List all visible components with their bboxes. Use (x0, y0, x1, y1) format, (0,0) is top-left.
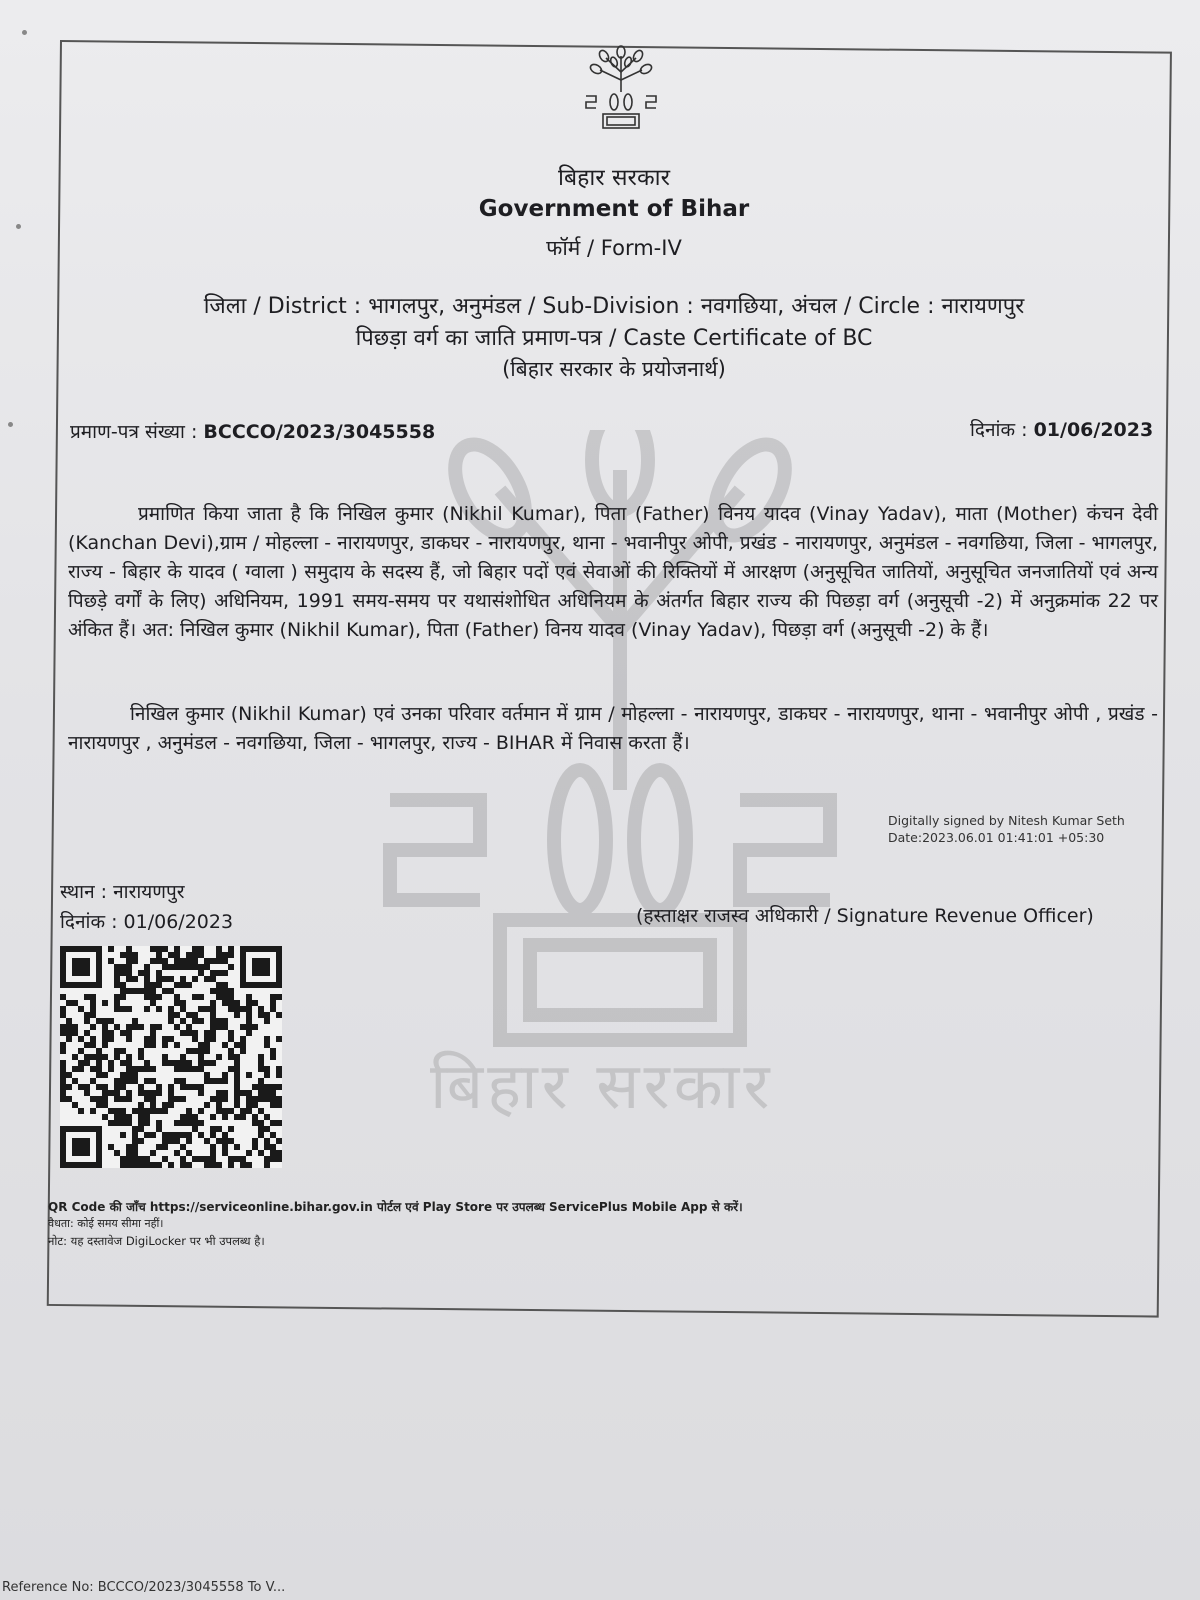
qr-verification-note: QR Code की जाँच https://serviceonline.bihar.gov.in पोर्टल एवं Play Store पर उपलब्ध ServicePlus Mobile App से करें। (48, 1200, 743, 1214)
digital-signature-line-2: Date:2023.06.01 01:41:01 +05:30 (888, 830, 1105, 845)
signature-label: (हस्ताक्षर राजस्व अधिकारी / Signature Revenue Officer) (636, 905, 1094, 927)
certificate-purpose: (बिहार सरकार के प्रयोजनार्थ) (502, 357, 726, 381)
form-number: फॉर्म / Form-IV (546, 236, 682, 260)
certificate-number-value: BCCCO/2023/3045558 (203, 421, 436, 443)
place-label: स्थान : नारायणपुर (60, 881, 185, 903)
govt-title-english: Government of Bihar (478, 196, 750, 222)
digital-signature-line-1: Digitally signed by Nitesh Kumar Seth (888, 813, 1125, 828)
punch-hole (22, 30, 27, 35)
validity-note: वैधता: कोई समय सीमा नहीं। (48, 1217, 164, 1230)
certificate-title: पिछड़ा वर्ग का जाति प्रमाण-पत्र / Caste Certificate of BC (355, 326, 873, 351)
certificate-body-paragraph-1: प्रमाणित किया जाता है कि निखिल कुमार (Nikhil Kumar), पिता (Father) विनय यादव (Vinay Yadav), माता (Mother) कंचन देवी (Kanchan Devi),ग्राम / मोहल्ला - नारायणपुर, डाकघर - नारायणपुर, थाना - भवानीपुर ओपी, प्रखंड - नारायणपुर, अनुमंडल - नवगछिया, जिला - भागलपुर, राज्य - बिहार के यादव ( ग्वाला ) समुदाय के सदस्य हैं, जो बिहार पदों एवं सेवाओं की रिक्तियों में आरक्षण (अनुसूचित जातियों, अनुसूचित जनजातियों एवं अन्य पिछड़े वर्गों के लिए) अधिनियम, 1991 समय-समय पर यथासंशोधित अधिनियम के अंतर्गत बिहार राज्य की पिछड़ा वर्ग (अनुसूची -2) में अनुक्रमांक 22 पर अंकित हैं। अत: निखिल कुमार (Nikhil Kumar), पिता (Father) विनय यादव (Vinay Yadav), पिछड़ा वर्ग (अनुसूची -2) के हैं। (68, 503, 1158, 641)
certificate-number (70, 418, 435, 444)
district-label: जिला / District : (203, 294, 362, 319)
certificate-number-label: प्रमाण-पत्र संख्या : (70, 421, 198, 443)
digilocker-note: नोट: यह दस्तावेज DigiLocker पर भी उपलब्ध है। (48, 1234, 265, 1248)
certificate-date (970, 416, 1153, 442)
subdivision-value: नवगछिया, (700, 294, 785, 319)
punch-hole (16, 224, 21, 229)
reference-number: Reference No: BCCCO/2023/3045558 To V... (2, 1580, 286, 1595)
issue-date-label: दिनांक : 01/06/2023 (60, 911, 234, 933)
bihar-emblem-icon (576, 42, 666, 132)
circle-label: अंचल / Circle : (791, 294, 935, 319)
certificate-date-value: 01/06/2023 (1033, 419, 1154, 441)
location-line (60, 290, 1168, 320)
circle-value: नारायणपुर (941, 294, 1025, 319)
qr-code-icon[interactable] (60, 944, 282, 1170)
watermark-text: बिहार सरकार (430, 1050, 774, 1124)
digital-signature (888, 812, 1125, 846)
subdivision-label: अनुमंडल / Sub-Division : (452, 294, 694, 319)
district-value: भागलपुर, (368, 294, 446, 319)
certificate-body-paragraph-2: निखिल कुमार (Nikhil Kumar) एवं उनका परिवार वर्तमान में ग्राम / मोहल्ला - नारायणपुर, डाकघर - नारायणपुर, थाना - भवानीपुर ओपी , प्रखंड - नारायणपुर , अनुमंडल - नवगछिया, जिला - भागलपुर, राज्य - BIHAR में निवास करता हैं। (68, 703, 1158, 754)
certificate-date-label: दिनांक : (970, 419, 1028, 441)
govt-title-hindi: बिहार सरकार (558, 165, 670, 191)
punch-hole (8, 422, 13, 427)
